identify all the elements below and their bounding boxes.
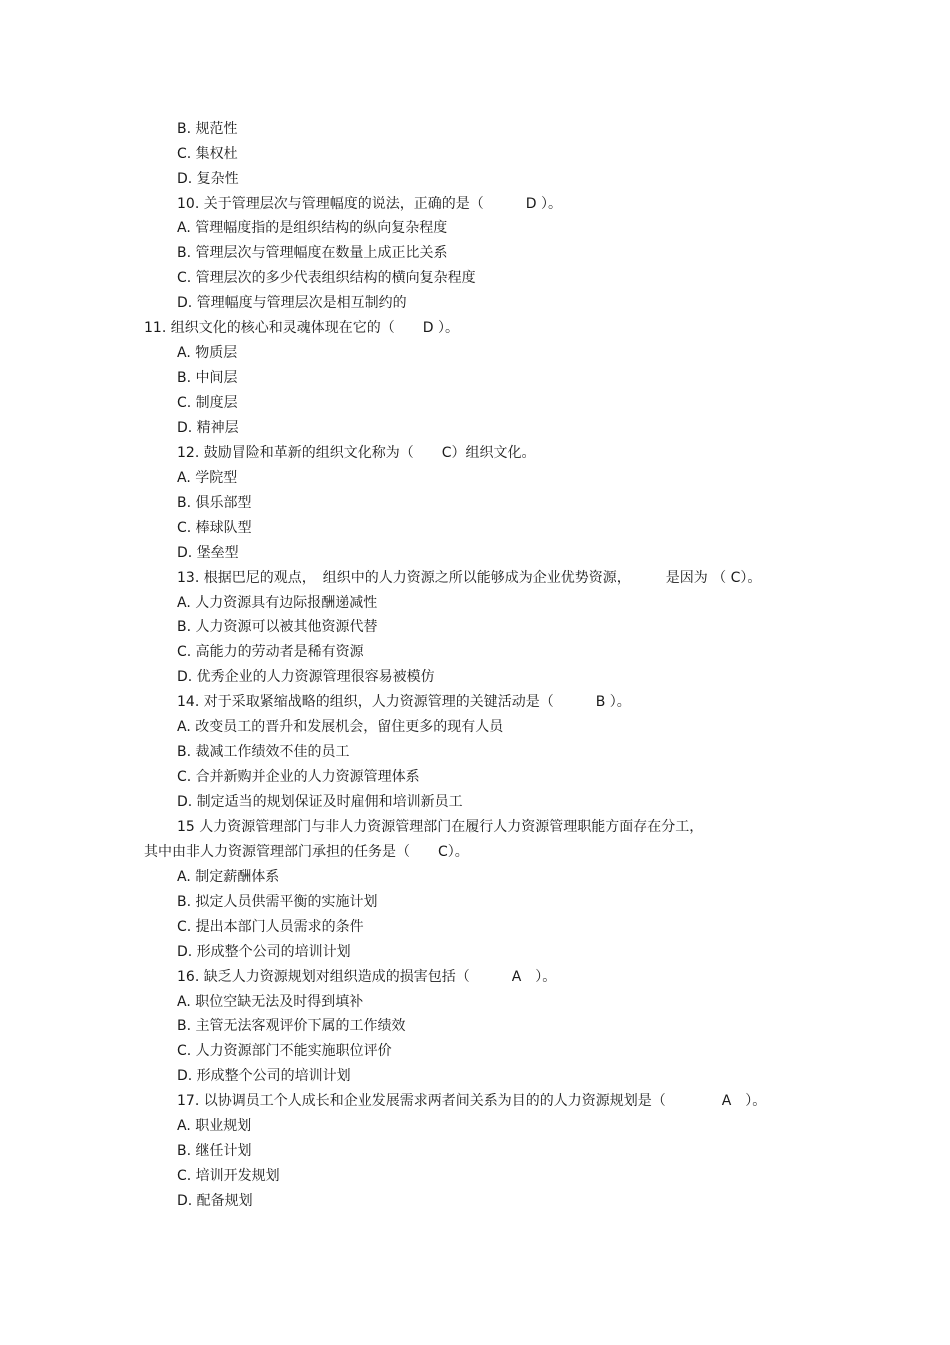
- option-line: A. 职业规划: [177, 1118, 252, 1134]
- option-line: A. 职位空缺无法及时得到填补: [177, 994, 364, 1010]
- question-line: 11. 组织文化的核心和灵魂体现在它的（ D ）。: [144, 320, 459, 336]
- option-line: A. 制定薪酬体系: [177, 869, 280, 885]
- option-line: C. 培训开发规划: [177, 1168, 280, 1184]
- question-line: 15 人力资源管理部门与非人力资源管理部门在履行人力资源管理职能方面存在分工，: [177, 819, 704, 835]
- option-line: B. 拟定人员供需平衡的实施计划: [177, 894, 378, 910]
- option-line: C. 制度层: [177, 395, 238, 411]
- option-line: C. 高能力的劳动者是稀有资源: [177, 644, 364, 660]
- option-line: B. 规范性: [177, 121, 238, 137]
- option-line: D. 精神层: [177, 420, 239, 436]
- option-line: C. 提出本部门人员需求的条件: [177, 919, 364, 935]
- option-line: B. 管理层次与管理幅度在数量上成正比关系: [177, 245, 448, 261]
- option-line: C. 管理层次的多少代表组织结构的横向复杂程度: [177, 270, 476, 286]
- question-line: 13. 根据巴尼的观点， 组织中的人力资源之所以能够成为企业优势资源， 是因为 （ C）。: [177, 570, 762, 586]
- option-line: B. 人力资源可以被其他资源代替: [177, 619, 378, 635]
- option-line: D. 复杂性: [177, 171, 239, 187]
- question-line: 16. 缺乏人力资源规划对组织造成的损害包括（ A ）。: [177, 969, 557, 985]
- option-line: D. 优秀企业的人力资源管理很容易被模仿: [177, 669, 435, 685]
- question-line: 其中由非人力资源管理部门承担的任务是（ C）。: [144, 844, 469, 860]
- option-line: D. 堡垒型: [177, 545, 239, 561]
- option-line: C. 集权杜: [177, 146, 238, 162]
- option-line: B. 裁减工作绩效不佳的员工: [177, 744, 350, 760]
- question-line: 14. 对于采取紧缩战略的组织，人力资源管理的关键活动是（ B ）。: [177, 694, 631, 710]
- question-line: 10. 关于管理层次与管理幅度的说法，正确的是（ D ）。: [177, 196, 562, 212]
- option-line: D. 形成整个公司的培训计划: [177, 1068, 351, 1084]
- option-line: A. 管理幅度指的是组织结构的纵向复杂程度: [177, 220, 448, 236]
- question-line: 12. 鼓励冒险和革新的组织文化称为（ C）组织文化。: [177, 445, 536, 461]
- option-line: A. 学院型: [177, 470, 238, 486]
- option-line: C. 人力资源部门不能实施职位评价: [177, 1043, 392, 1059]
- option-line: B. 俱乐部型: [177, 495, 252, 511]
- option-line: C. 棒球队型: [177, 520, 252, 536]
- option-line: A. 改变员工的晋升和发展机会，留住更多的现有人员: [177, 719, 504, 735]
- option-line: D. 形成整个公司的培训计划: [177, 944, 351, 960]
- option-line: C. 合并新购并企业的人力资源管理体系: [177, 769, 420, 785]
- option-line: D. 制定适当的规划保证及时雇佣和培训新员工: [177, 794, 463, 810]
- option-line: B. 中间层: [177, 370, 238, 386]
- option-line: B. 主管无法客观评价下属的工作绩效: [177, 1018, 406, 1034]
- option-line: D. 管理幅度与管理层次是相互制约的: [177, 295, 407, 311]
- option-line: D. 配备规划: [177, 1193, 253, 1209]
- option-line: B. 继任计划: [177, 1143, 252, 1159]
- option-line: A. 物质层: [177, 345, 238, 361]
- option-line: A. 人力资源具有边际报酬递减性: [177, 595, 378, 611]
- question-line: 17. 以协调员工个人成长和企业发展需求两者间关系为目的的人力资源规划是（ A ）。: [177, 1093, 767, 1109]
